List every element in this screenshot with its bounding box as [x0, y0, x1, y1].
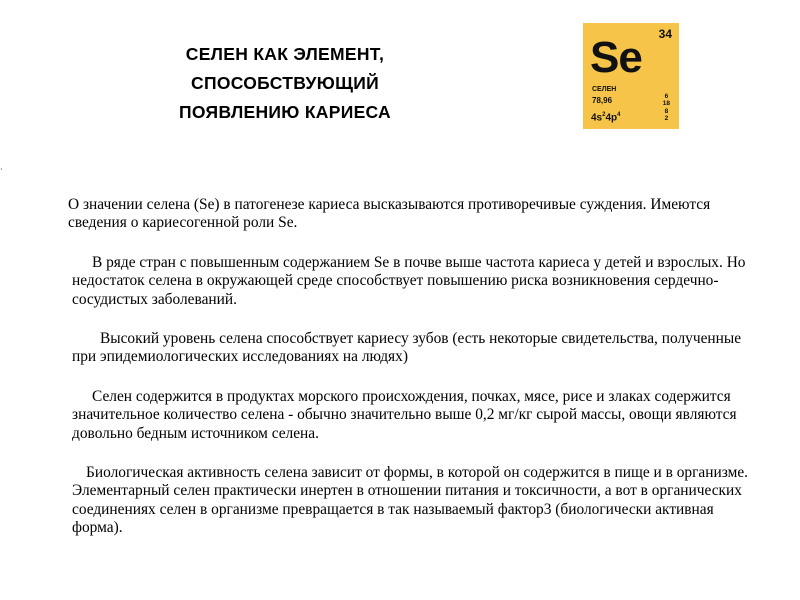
bullet-marker: · — [0, 165, 3, 174]
shell-value: 6 — [664, 93, 669, 100]
shell-value: 8 — [664, 107, 669, 115]
config-4s-exponent: 2 — [602, 112, 606, 118]
paragraph: Биологическая активность селена зависит от формы, в которой он содержится в пище и в организме. Элементарный селен практически инертен в отношении питания и токсичности, а вот в органических соединениях селен в организме превращается в так называемый фактор3 (биологически активная форма). — [72, 464, 749, 537]
config-4p: 4p — [605, 112, 618, 124]
config-4s: 4s — [591, 112, 603, 124]
electron-shells — [663, 93, 670, 122]
title-line-3: ПОЯВЛЕНИЮ КАРИЕСА — [179, 102, 391, 122]
shell-value: 2 — [664, 114, 669, 122]
paragraph: Селен содержится в продуктах морского происхождения, почках, мясе, рисе и злаках содержится значительное количество селена - обычно значительно выше 0,2 мг/кг сырой массы, овощи являются довольно бедным источником селена. — [72, 387, 737, 442]
paragraph: Высокий уровень селена способствует кариесу зубов (есть некоторые свидетельства, полученные при эпидемиологических исследованиях на людях) — [72, 330, 742, 366]
electron-configuration — [591, 112, 620, 123]
title-line-1: СЕЛЕН КАК ЭЛЕМЕНТ, — [185, 44, 385, 64]
slide-title — [120, 40, 450, 127]
slide-body — [68, 196, 762, 538]
title-line-2: СПОСОБСТВУЮЩИЙ — [191, 73, 379, 93]
paragraph: О значении селена (Se) в патогенезе кариеса высказываются противоречивые суждения. Имеются сведения о кариесогенной роли Se. — [68, 196, 711, 232]
element-name: СЕЛЕН — [592, 86, 617, 93]
atomic-number: 34 — [658, 27, 672, 41]
atomic-mass: 78,96 — [592, 96, 613, 105]
paragraph: В ряде стран с повышенным содержанием Se в почве выше частота кариеса у детей и взрослых. Но недостаток селена в окружающей среде способствует повышению риска возникновения сердечно-сосудистых заболеваний. — [72, 253, 746, 308]
config-4p-exponent: 4 — [617, 112, 621, 118]
shell-value: 18 — [662, 100, 670, 108]
selenium-element-tile — [583, 23, 679, 129]
element-symbol: Se — [590, 33, 642, 82]
